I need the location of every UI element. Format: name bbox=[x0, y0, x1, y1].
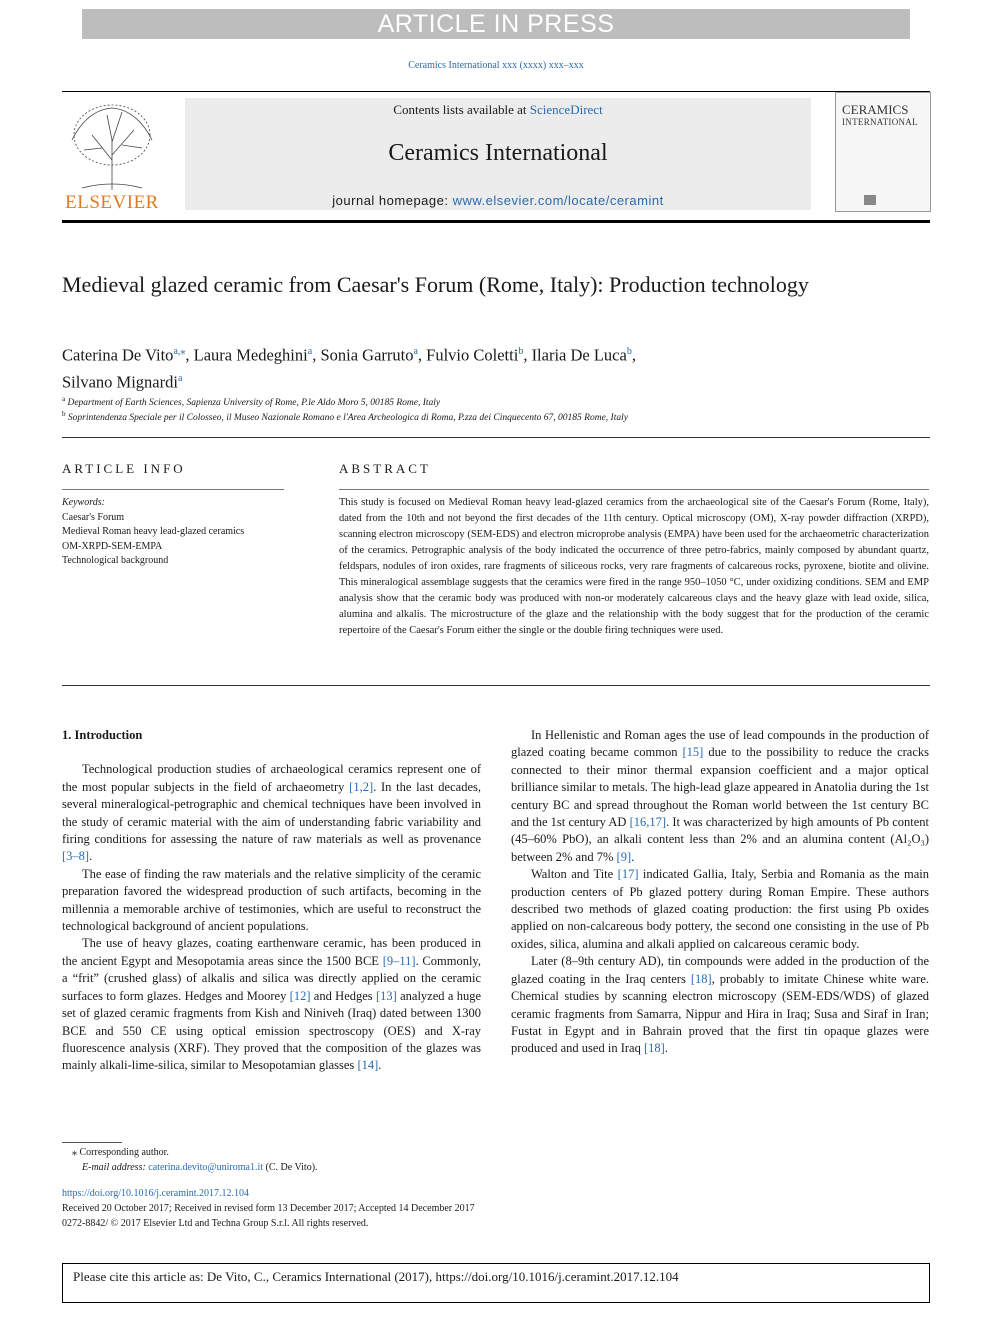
author-list bbox=[62, 340, 922, 393]
paragraph-text: due to the possibility to reduce the cracks connected to their minor thermal expansion coefficient and a major optical brilliance similar to metals. The high-lead glaze appeared in Anatolia during the 1st century BC and spread throughout the Roman world between the 1st century BC and the 1st century AD bbox=[511, 745, 929, 830]
affiliation-a: $^a$ Department of Earth Sciences, Sapienza University of Rome, P.le Aldo Moro 5, 00185 Rome, Italy bbox=[62, 395, 441, 409]
article-title: Medieval glazed ceramic from Caesar's Forum (Rome, Italy): Production technology bbox=[62, 272, 809, 297]
footnote-rule bbox=[62, 1142, 122, 1143]
homepage-prefix: journal homepage: bbox=[332, 193, 453, 208]
divider bbox=[62, 489, 284, 490]
body-left-column bbox=[62, 727, 481, 1075]
author-affiliation-marker[interactable]: a bbox=[307, 346, 313, 357]
cover-subtitle: INTERNATIONAL bbox=[842, 117, 918, 127]
keyword: Medieval Roman heavy lead-glazed ceramics bbox=[62, 526, 245, 537]
citation-link[interactable]: [3–8] bbox=[62, 849, 90, 864]
corresponding-author-note: ⁎ Corresponding author. bbox=[72, 1147, 169, 1158]
keywords-label: Keywords: bbox=[62, 497, 105, 508]
section-heading: 1. Introduction bbox=[62, 728, 143, 742]
doi-link[interactable]: https://doi.org/10.1016/j.ceramint.2017.12.104 bbox=[62, 1188, 250, 1199]
citation-link[interactable]: [9] bbox=[616, 849, 632, 864]
citation-link[interactable]: [12] bbox=[289, 988, 311, 1003]
paragraph-text: The use of heavy glazes, coating earthenware ceramic, has been produced in the ancient Egypt and Mesopotamia areas since the 1500 BCE bbox=[62, 936, 481, 968]
email-note bbox=[82, 1161, 318, 1176]
author-name[interactable]: Caterina De Vito bbox=[62, 345, 174, 365]
author-affiliation-marker[interactable]: a bbox=[177, 372, 183, 384]
author-separator: , bbox=[312, 345, 321, 365]
author-affiliation-marker[interactable]: b bbox=[518, 346, 524, 357]
citation-link[interactable]: [13] bbox=[375, 988, 397, 1003]
cover-logo-icon bbox=[864, 195, 876, 205]
author-name[interactable]: Ilaria De Luca bbox=[531, 345, 627, 365]
paragraph-text: . Commonly, a “frit” (crushed glass) of alkalis and silica was directly applied on the ceramic surfaces to form glazes. Hedges and Moorey bbox=[62, 953, 481, 1003]
paragraph-text: . It was characterized by high amounts of Pb content (45–60% PbO), an alkali content less than 2% and an alumina content (Al₂O₃) between 2% and 7% bbox=[511, 815, 929, 864]
citation-link[interactable]: [18] bbox=[690, 971, 712, 986]
keyword: OM-XRPD-SEM-EMPA bbox=[62, 540, 163, 552]
divider bbox=[62, 685, 930, 686]
paragraph bbox=[511, 727, 929, 866]
paragraph-text: and Hedges bbox=[310, 988, 376, 1003]
author-affiliation-marker[interactable]: a,⁎ bbox=[173, 346, 186, 357]
citation-text: Please cite this article as: De Vito, C., Ceramics International (2017), https://doi.org/10.1016/j.ceramint.2017.12.104 bbox=[73, 1269, 679, 1284]
paragraph-text: In Hellenistic and Roman ages the use of lead compounds in the production of glazed coating became common bbox=[511, 728, 929, 760]
citation-link[interactable]: [15] bbox=[682, 745, 704, 760]
author-name[interactable]: Sonia Garruto bbox=[320, 345, 414, 365]
paragraph-text: . bbox=[631, 849, 635, 864]
paragraph bbox=[62, 935, 481, 1074]
body-right-column bbox=[511, 727, 929, 1058]
keyword: Technological background bbox=[62, 555, 169, 566]
paragraph-text: , probably to imitate Chinese white ware. Chemical studies by scanning electron microscopy (SEM-EDS/WDS) of glazed ceramic fragments from Samarra, Nippur and Hira in Iraq; Susa and Siraf in Iran; Fustat in Egypt and in Bahrain proved that the first tin opaque glazes were produced and used in Iraq bbox=[511, 971, 929, 1056]
paragraph-text: Walton and Tite bbox=[531, 867, 618, 882]
contents-prefix: Contents lists available at bbox=[393, 102, 530, 117]
paragraph bbox=[62, 866, 481, 936]
author-separator: , bbox=[523, 345, 532, 365]
affiliation-b: $^b$ Soprintendenza Speciale per il Colosseo, il Museo Nazionale Romano e l'Area Archeologica di Roma, P.zza dei Cinquecento 67, 00185 Rome, Italy bbox=[62, 410, 628, 424]
author-affiliation-marker[interactable]: a bbox=[413, 346, 418, 357]
citation-box bbox=[62, 1263, 930, 1303]
paragraph-text: Later (8–9th century AD), tin compounds were added in the production of the glazed coating in the Iraq centers bbox=[511, 954, 929, 986]
homepage-link[interactable]: www.elsevier.com/locate/ceramint bbox=[452, 193, 664, 208]
divider bbox=[339, 489, 929, 490]
copyright-line: 0272-8842/ © 2017 Elsevier Ltd and Techna Group S.r.l. All rights reserved. bbox=[62, 1218, 369, 1229]
elsevier-logo bbox=[62, 100, 162, 212]
journal-reference[interactable]: Ceramics International xxx (xxxx) xxx–xxx bbox=[408, 60, 584, 71]
paragraph-text: indicated Gallia, Italy, Serbia and Romania as the main production centers of Pb glazed pottery during Roman Empire. These authors described two methods of glazed coating production: the first using Pb oxides applied on non-calcareous body pottery, the second one consisting in the use of Pb oxides, silica, alumina and alkali applied on calcareous ceramic body. bbox=[511, 867, 929, 951]
paragraph-text: The ease of finding the raw materials and the relative simplicity of the ceramic preparation favored the widespread production of such artifacts, becoming in the millennia a memorable archive of testimonies, which are useful to reconstruct the technological background of ancient populations. bbox=[62, 866, 481, 934]
sciencedirect-link[interactable]: ScienceDirect bbox=[529, 102, 603, 117]
citation-link[interactable]: [16,17] bbox=[629, 815, 667, 830]
paragraph-text: . In the last decades, several mineralogical-petrographic and chemical techniques have been involved in the study of ceramic material with the aim of understanding fabric variability and firing conditions for assessing the nature of raw materials as well as provenance bbox=[62, 779, 481, 847]
citation-link[interactable]: [1,2] bbox=[349, 779, 374, 794]
author-name[interactable]: Laura Medeghini bbox=[193, 345, 308, 365]
header-thick-rule bbox=[62, 220, 930, 223]
email-label: E-mail address: bbox=[82, 1162, 149, 1173]
cover-title: CERAMICS bbox=[842, 102, 909, 117]
header-top-rule bbox=[62, 91, 930, 92]
citation-link[interactable]: [17] bbox=[617, 867, 639, 882]
paragraph-text: Technological production studies of archaeological ceramics represent one of the most popular subjects in the field of archaeometry bbox=[62, 762, 481, 794]
contents-line bbox=[185, 102, 811, 118]
citation-link[interactable]: [18] bbox=[643, 1041, 665, 1056]
paragraph bbox=[511, 866, 929, 953]
author-name[interactable]: Silvano Mignardi bbox=[62, 372, 178, 391]
article-info-heading: ARTICLE INFO bbox=[62, 461, 186, 476]
paragraph-text: analyzed a huge set of glazed ceramic fragments from Kish and Niniveh (Iraq) dated between 1300 BCE and 550 CE using optical emission spectroscopy (OES) and X-ray fluorescence analysis (XRF). They proved that the composition of the glazes was mainly alkali-lime-silica, similar to Mesopotamian glasses bbox=[62, 988, 482, 1073]
keyword: Caesar's Forum bbox=[62, 511, 125, 523]
author-name[interactable]: Fulvio Coletti bbox=[426, 345, 519, 365]
paragraph-text: . bbox=[664, 1041, 668, 1056]
paragraph-text: . bbox=[89, 849, 93, 864]
journal-cover-thumbnail[interactable] bbox=[835, 92, 931, 212]
citation-link[interactable]: [9–11] bbox=[382, 953, 416, 968]
abstract-text: This study is focused on Medieval Roman heavy lead-glazed ceramics from the archaeological site of the Caesar's Forum (Rome, Italy), dated from the 10th and not beyond the first decades of the 11th century. Optical microscopy (OM), X-ray powder diffraction (XRPD), scanning electron microscopy (SEM-EDS) and electron microprobe analysis (EMPA) have been used for the archaeometric characterization of the ceramics. Petrographic analysis of the body indicated the occurrence of three petro-fabrics, mainly composed by abundant quartz, feldspars, nodules of iron oxides, rare fragments of siliceous rocks, very rare fragments of calcareous rocks, pyroxene, biotite and olivine. This mineralogical assemblage suggests that the ceramics were fired in the range 950–1050 °C, under oxidizing conditions. SEM and EMP analysis show that the ceramic body was produced with non-or moderately calcareous clays and the heavy glaze with lead oxide, silica, alumina and alkalis. The microstructure of the glaze and the relationship with the body suggest that for the production of the ceramic repertoire of the Caesar's Forum either the single or the double firing techniques were used. bbox=[339, 497, 929, 636]
received-dates: Received 20 October 2017; Received in revised form 13 December 2017; Accepted 14 December 2017 bbox=[62, 1203, 475, 1214]
paragraph bbox=[511, 953, 929, 1057]
abstract-heading: ABSTRACT bbox=[339, 461, 431, 476]
paragraph-text: . bbox=[378, 1058, 382, 1073]
author-affiliation-marker[interactable]: b bbox=[626, 346, 632, 357]
email-link[interactable]: caterina.devito@uniroma1.it bbox=[148, 1162, 264, 1173]
citation-link[interactable]: [14] bbox=[357, 1058, 379, 1073]
paragraph bbox=[62, 761, 481, 865]
keywords-block bbox=[62, 496, 284, 569]
author-separator: , bbox=[631, 345, 636, 365]
author-separator: , bbox=[417, 345, 427, 365]
elsevier-wordmark: ELSEVIER bbox=[65, 192, 159, 213]
email-suffix: (C. De Vito). bbox=[263, 1162, 318, 1173]
journal-title: Ceramics International bbox=[388, 140, 608, 166]
divider bbox=[62, 437, 930, 438]
journal-homepage bbox=[185, 193, 811, 208]
author-separator: , bbox=[185, 345, 194, 365]
article-in-press-banner: ARTICLE IN PRESS bbox=[82, 9, 910, 39]
